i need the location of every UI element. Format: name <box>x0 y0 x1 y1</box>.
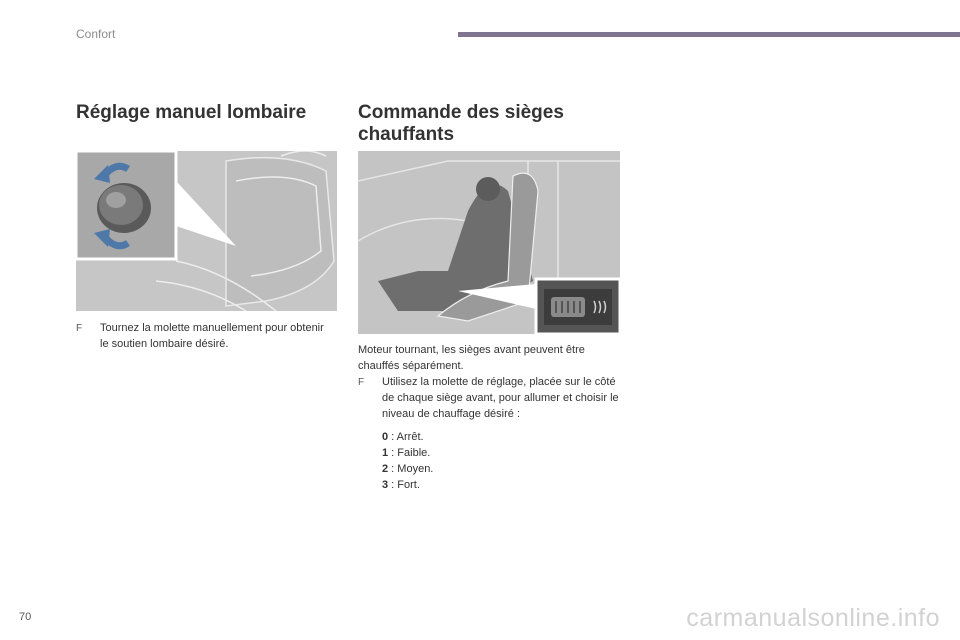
heat-level-item: 3 : Fort. <box>382 479 420 491</box>
header-rule <box>458 32 960 37</box>
heat-level-item: 2 : Moyen. <box>382 463 434 475</box>
heat-level-list <box>382 429 620 493</box>
heat-level-item: 0 : Arrêt. <box>382 431 424 443</box>
watermark: carmanualsonline.info <box>686 604 940 632</box>
heated-seat-illustration <box>358 151 620 334</box>
bullet-marker: F <box>76 323 83 334</box>
lumbar-bullet <box>76 320 326 352</box>
heated-seat-bullet-text: Utilisez la molette de réglage, placée sur le côté de chaque siège avant, pour allumer et choisir le niveau de chauffage désiré : <box>382 376 619 420</box>
heated-seat-intro: Moteur tournant, les sièges avant peuvent être chauffés séparément. <box>358 344 585 372</box>
heat-level-item: 1 : Faible. <box>382 447 431 459</box>
page-number: 70 <box>19 611 32 623</box>
lumbar-knob-illustration <box>76 151 337 311</box>
lumbar-title: Réglage manuel lombaire <box>76 102 307 123</box>
section-title: Confort <box>76 27 116 41</box>
bullet-marker: F <box>358 377 365 388</box>
heated-seats-title: Commande des sièges chauffants <box>358 102 564 145</box>
heated-seat-instructions <box>358 342 620 493</box>
lumbar-instructions <box>76 320 326 352</box>
heated-seat-bullet <box>358 374 620 422</box>
lumbar-bullet-text: Tournez la molette manuellement pour obtenir le soutien lombaire désiré. <box>100 322 324 350</box>
